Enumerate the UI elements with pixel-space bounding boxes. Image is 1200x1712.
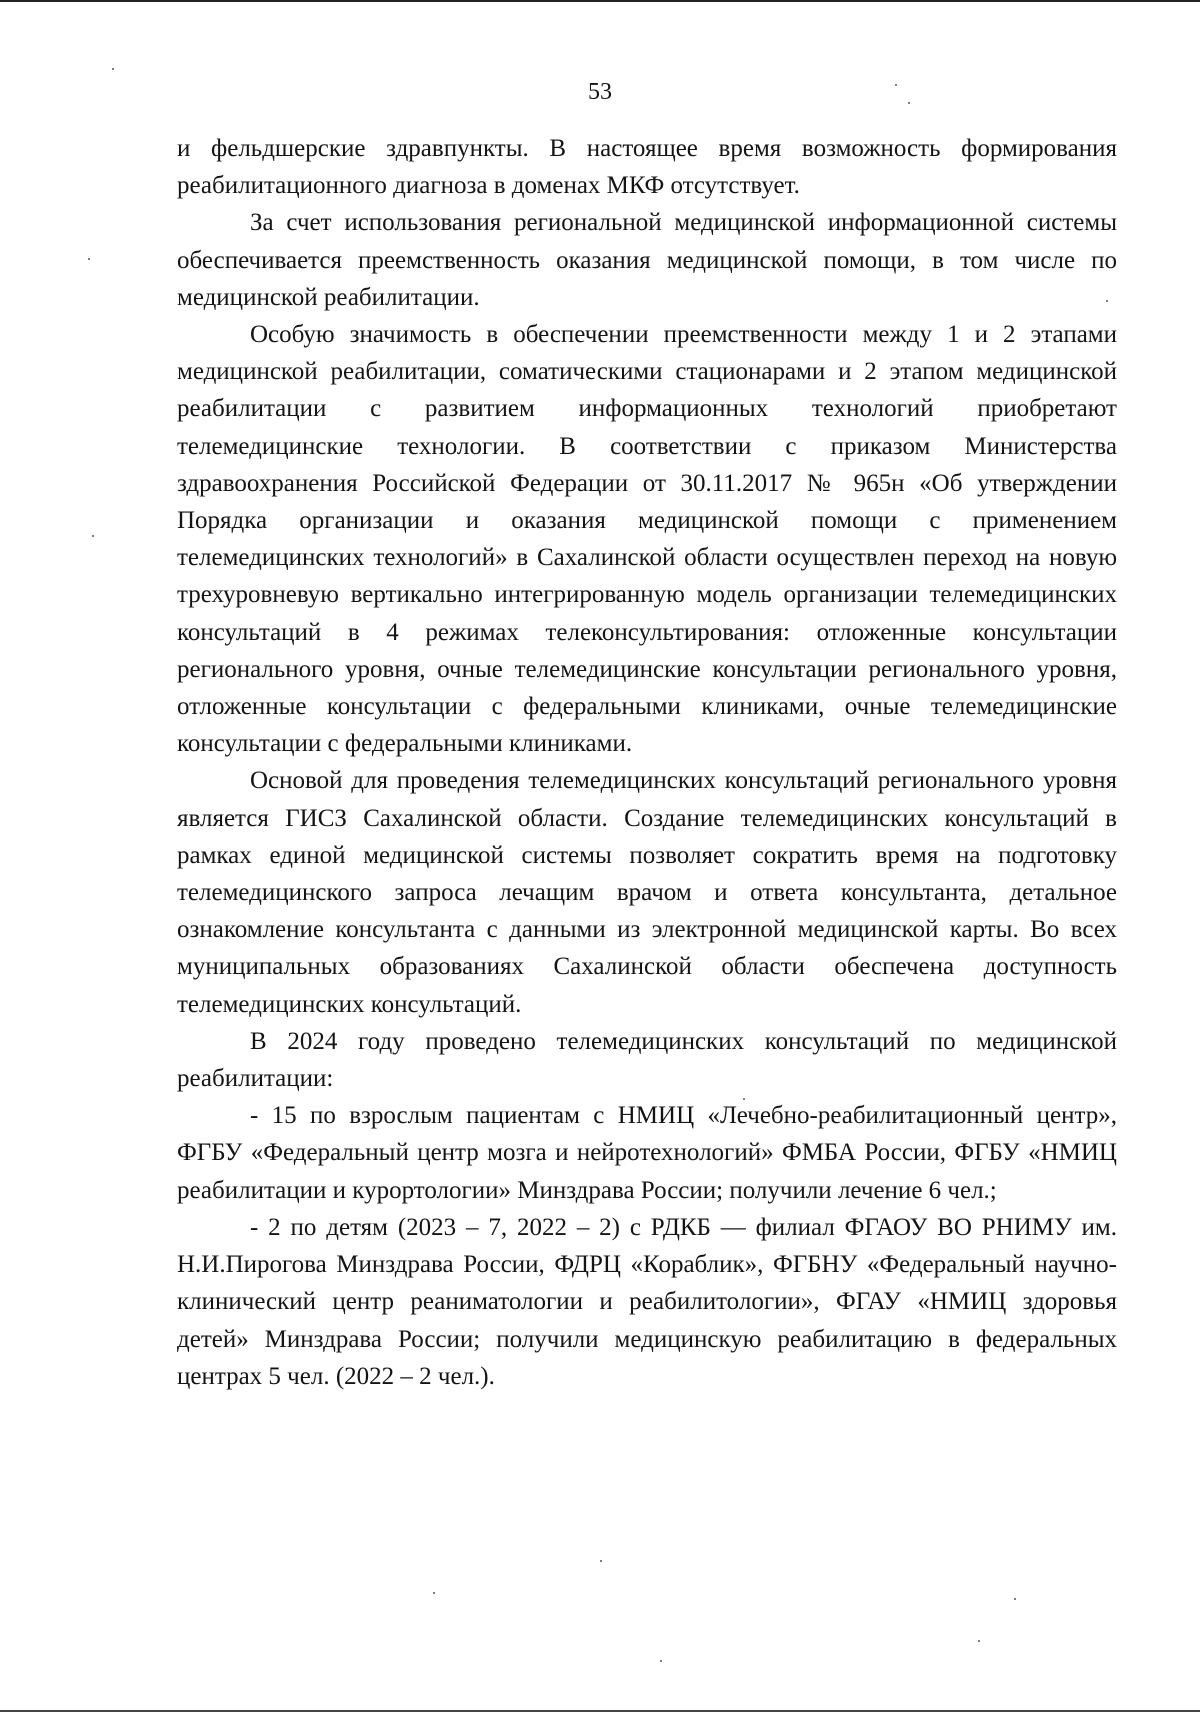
paragraph-3: Особую значимость в обеспечении преемственности между 1 и 2 этапами медицинской реабилитации, соматическими стационарами и 2 этапом медицинской реабилитации с развитием информационных технологий приобретают телемедицинские технологии. В соответствии с приказом Министерства здравоохранения Российской Федерации от 30.11.2017 № 965н «Об утверждении Порядка организации и оказания медицинской помощи с применением телемедицинских технологий» в Сахалинской области осуществлен переход на новую трехуровневую вертикально интегрированную модель организации телемедицинских консультаций в 4 режимах телеконсультирования: отложенные консультации регионального уровня, очные телемедицинские консультации регионального уровня, отложенные консультации с федеральными клиниками, очные телемедицинские консультации с федеральными клиниками.: [177, 321, 1117, 758]
scan-speck: [908, 102, 910, 104]
list-item-children: - 2 по детям (2023 – 7, 2022 – 2) с РДКБ — филиал ФГАОУ ВО РНИМУ им. Н.И.Пирогова Минздрава России, ФДРЦ «Кораблик», ФГБНУ «Федеральный научно-клинический центр реаниматологии и реабилитологии», ФГАУ «НМИЦ здоровья детей» Минздрава России; получили медицинскую реабилитацию в федеральных центрах 5 чел. (2022 – 2 чел.).: [177, 1213, 1117, 1390]
scan-speck: [743, 1098, 745, 1100]
scan-speck: [433, 1592, 435, 1594]
page-number: 53: [588, 79, 612, 105]
paragraph-2: За счет использования региональной медицинской информационной системы обеспечивается преемственность оказания медицинской помощи, в том числе по медицинской реабилитации.: [177, 209, 1117, 311]
page-top-edge: [0, 0, 1200, 2]
scan-speck: [600, 1560, 602, 1562]
scan-speck: [88, 258, 90, 260]
paragraph-4: Основой для проведения телемедицинских консультаций регионального уровня является ГИСЗ Сахалинской области. Создание телемедицинских консультаций в рамках единой медицинской системы позволяет сократить время на подготовку телемедицинского запроса лечащим врачом и ответа консультанта, детальное ознакомление консультанта с данными из электронной медицинской карты. Во всех муниципальных образованиях Сахалинской области обеспечена доступность телемедицинских консультаций.: [177, 767, 1117, 1018]
list-item-adults: - 15 по взрослым пациентам с НМИЦ «Лечебно-реабилитационный центр», ФГБУ «Федеральный центр мозга и нейротехнологий» ФМБА России, ФГБУ «НМИЦ реабилитации и курортологии» Минздрава России; получили лечение 6 чел.;: [177, 1102, 1117, 1204]
scan-speck: [978, 1640, 980, 1642]
document-body: [177, 130, 1117, 1395]
scan-speck: [112, 68, 114, 70]
paragraph-5: В 2024 году проведено телемедицинских консультаций по медицинской реабилитации:: [177, 1027, 1117, 1093]
scan-speck: [895, 84, 897, 86]
scan-speck: [1106, 300, 1108, 302]
paragraph-1: и фельдшерские здравпункты. В настоящее время возможность формирования реабилитационного диагноза в доменах МКФ отсутствует.: [177, 135, 1117, 200]
scan-speck: [1014, 1598, 1016, 1600]
scan-speck: [660, 1660, 662, 1662]
scan-speck: [92, 535, 94, 537]
